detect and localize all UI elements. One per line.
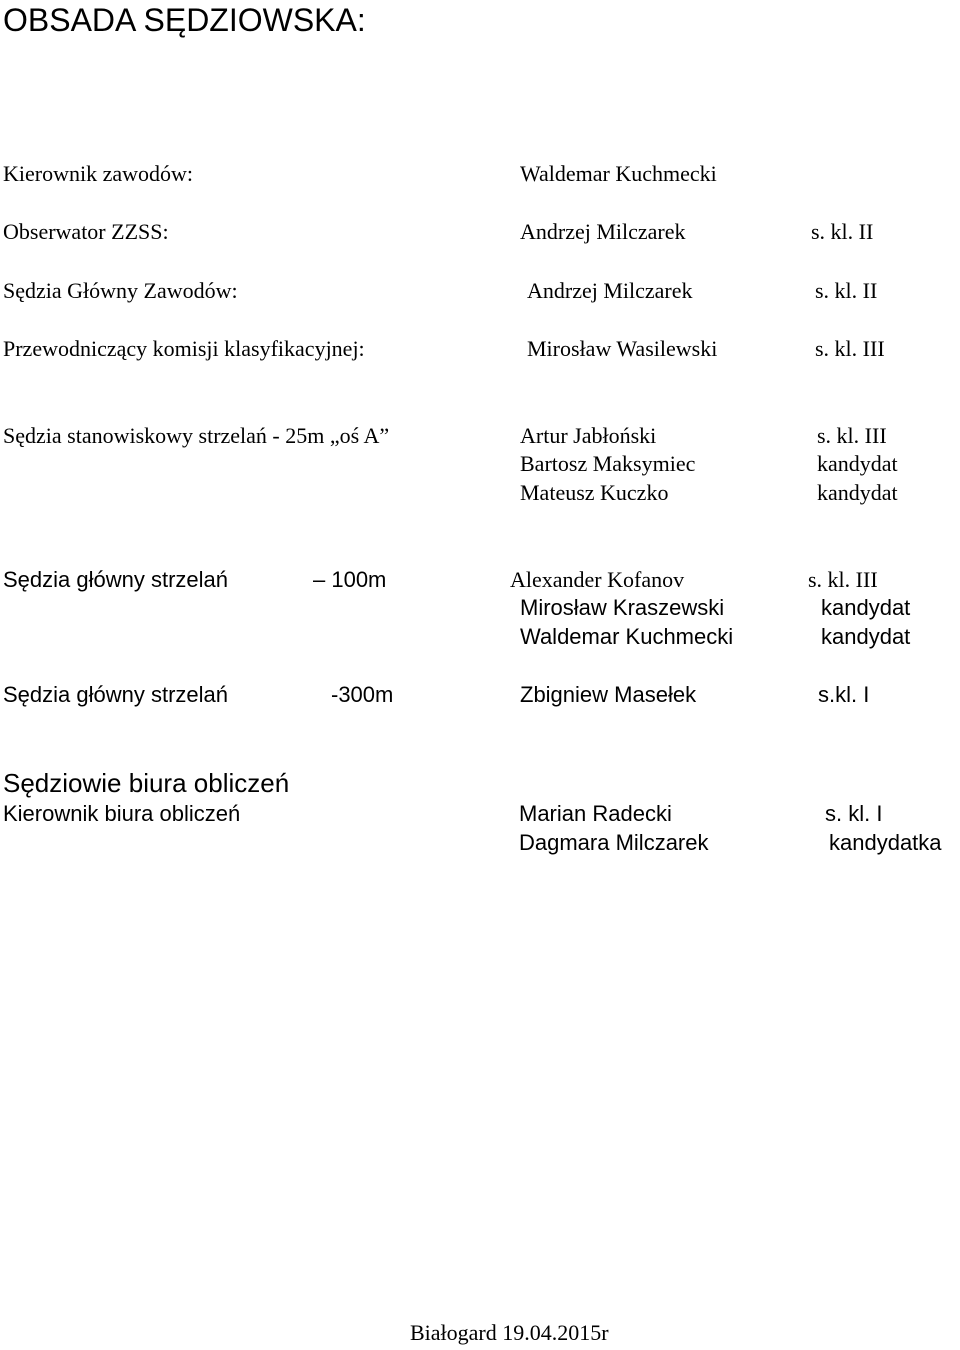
role-label: Sędzia stanowiskowy strzelań - 25m „oś A” [3, 423, 390, 448]
judge-class: s. kl. II [815, 278, 878, 303]
judge-class: s. kl. II [811, 219, 874, 244]
judge-name: Mateusz Kuczko [520, 480, 669, 505]
judge-class: s. kl. III [817, 423, 887, 448]
judge-name: Waldemar Kuchmecki [520, 161, 717, 186]
role-label: Sędzia Główny Zawodów: [3, 278, 238, 303]
judge-name: Artur Jabłoński [520, 423, 657, 448]
distance-label: -300m [331, 682, 394, 707]
judge-class: kandydat [817, 451, 898, 476]
role-label: Kierownik zawodów: [3, 161, 194, 186]
judge-name: Marian Radecki [519, 801, 672, 826]
judge-class: kandydat [821, 624, 911, 649]
role-label: Kierownik biura obliczeń [3, 801, 241, 826]
judge-name: Bartosz Maksymiec [520, 451, 696, 476]
judge-class: kandydatka [829, 830, 942, 855]
judge-name: Dagmara Milczarek [519, 830, 709, 855]
judge-class: s. kl. III [815, 336, 885, 361]
place-date: Białogard 19.04.2015r [410, 1320, 609, 1345]
judge-class: kandydat [821, 595, 911, 620]
judge-name: Mirosław Wasilewski [527, 336, 718, 361]
judge-class: s. kl. I [825, 801, 883, 826]
role-label: Obserwator ZZSS: [3, 219, 169, 244]
role-label: Sędzia główny strzelań [3, 682, 229, 707]
judge-class: s. kl. III [808, 567, 878, 592]
judge-class: s.kl. I [818, 682, 870, 707]
judge-name: Zbigniew Masełek [520, 682, 697, 707]
judge-name: Waldemar Kuchmecki [520, 624, 734, 649]
distance-label: – 100m [313, 567, 387, 592]
page-title: OBSADA SĘDZIOWSKA: [3, 2, 366, 38]
role-label: Sędzia główny strzelań [3, 567, 229, 592]
role-label: Przewodniczący komisji klasyfikacyjnej: [3, 336, 365, 361]
judge-name: Andrzej Milczarek [527, 278, 693, 303]
judge-name: Alexander Kofanov [510, 567, 685, 592]
judge-name: Andrzej Milczarek [520, 219, 686, 244]
judge-class: kandydat [817, 480, 898, 505]
section-heading: Sędziowie biura obliczeń [3, 768, 290, 798]
judge-name: Mirosław Kraszewski [520, 595, 725, 620]
